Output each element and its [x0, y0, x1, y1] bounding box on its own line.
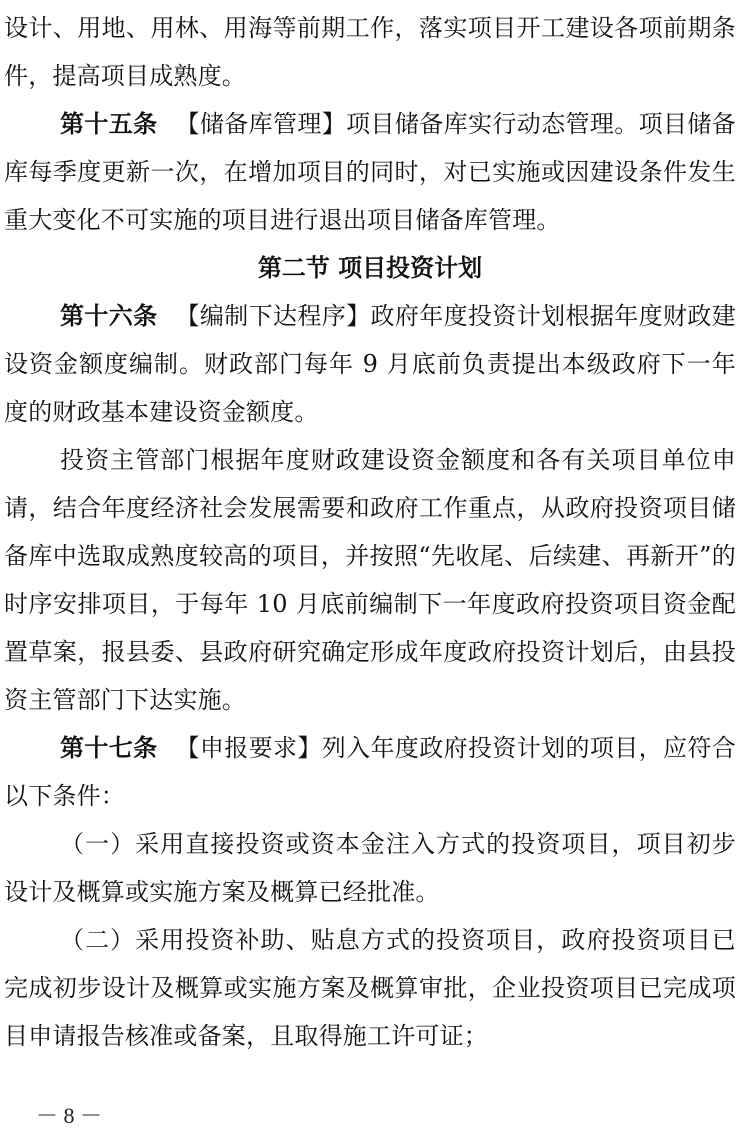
article-16 — [4, 292, 736, 436]
article-15 — [4, 100, 736, 244]
paragraph-preparation: 设计、用地、用林、用海等前期工作，落实项目开工建设各项前期条件，提高项目成熟度。 — [4, 14, 736, 90]
article-17-text: 列入年度政府投资计划的项目，应符合以下条件： — [4, 734, 736, 810]
article-16-number: 第十六条 — [60, 302, 158, 330]
paragraph-investment-plan: 投资主管部门根据年度财政建设资金额度和各有关项目单位申请，结合年度经济社会发展需要和政府工作重点，从政府投资项目储备库中选取成熟度较高的项目，并按照“先收尾、后续建、再新开”的时序安排项目，于每年 10 月底前编制下一年度政府投资项目资金配置草案，报县委、县政府研究确定形成年度政府投资计划后，由县投资主管部门下达实施。 — [4, 446, 736, 714]
article-15-topic: 【储备库管理】 — [175, 110, 347, 138]
article-17 — [4, 724, 736, 820]
article-16-topic: 【编制下达程序】 — [175, 302, 371, 330]
list-item-2: （二）采用投资补助、贴息方式的投资项目，政府投资项目已完成初步设计及概算或实施方案及概算审批，企业投资项目已完成项目申请报告核准或备案，且取得施工许可证； — [4, 926, 736, 1050]
article-15-number: 第十五条 — [60, 110, 158, 138]
article-17-number: 第十七条 — [60, 734, 158, 762]
list-item-1: （一）采用直接投资或资本金注入方式的投资项目，项目初步设计及概算或实施方案及概算已经批准。 — [4, 830, 736, 906]
article-16-text: 政府年度投资计划根据年度财政建设资金额度编制。财政部门每年 9 月底前负责提出本级政府下一年度的财政基本建设资金额度。 — [4, 302, 736, 426]
article-17-topic: 【申报要求】 — [175, 734, 322, 762]
section-title: 第二节 项目投资计划 — [257, 254, 483, 282]
document-body — [4, 4, 736, 1060]
page-number: － 8 － — [36, 1103, 103, 1128]
article-15-text: 项目储备库实行动态管理。项目储备库每季度更新一次，在增加项目的同时，对已实施或因建设条件发生重大变化不可实施的项目进行退出项目储备库管理。 — [4, 110, 736, 234]
